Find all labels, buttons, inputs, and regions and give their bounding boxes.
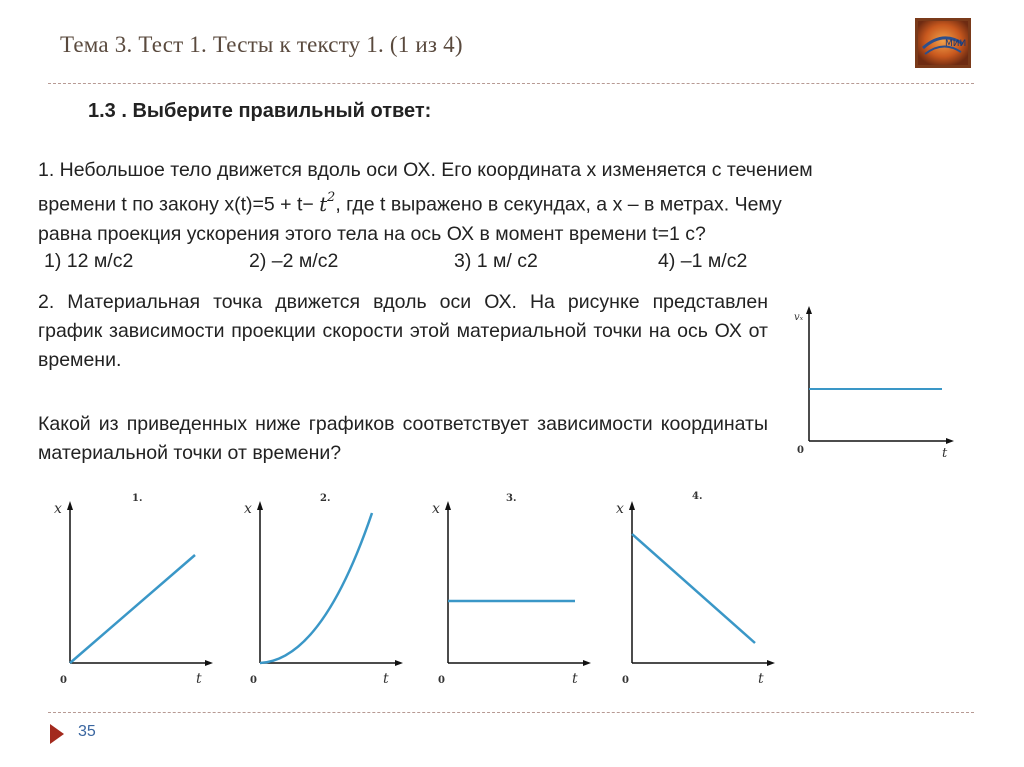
graph-3-number: 3. xyxy=(506,493,517,504)
option-3[interactable]: 3) 1 м/ с2 xyxy=(454,250,538,272)
graph-2-x-label: t xyxy=(383,671,389,687)
graph-1-number: 1. xyxy=(132,493,143,504)
velocity-x-label: t xyxy=(942,446,948,461)
question-1-line-2: времени t по закону $x(t)=5 + t- t^2$, где t выражено в секундах, а х – в метрах. Чему xyxy=(38,190,782,216)
graph-2-origin: 0 xyxy=(250,675,257,686)
slide-title: Тема 3. Тест 1. Тесты к тексту 1. (1 из 4) xyxy=(60,32,463,57)
question-2-prompt: Какой из приведенных ниже графиков соответствует зависимости координаты материальной точки от времени? xyxy=(38,413,768,464)
answer-graph-2[interactable] xyxy=(240,488,410,688)
triangle-right-icon[interactable] xyxy=(50,724,64,744)
graph-3-origin: 0 xyxy=(438,675,445,686)
graph-2-number: 2. xyxy=(320,493,331,504)
footer-divider xyxy=(48,712,974,713)
graph-1-curve xyxy=(70,555,195,663)
velocity-graph xyxy=(788,300,958,465)
question-1-line-3: равна проекция ускорения этого тела на ось ОХ в момент времени t=1 с? xyxy=(38,222,706,245)
graph-3-x-label: t xyxy=(572,671,578,687)
page-number: 35 xyxy=(78,723,96,740)
graph-1-origin: 0 xyxy=(60,675,67,686)
graph-4-y-label: x xyxy=(616,501,624,517)
velocity-y-label: vₓ xyxy=(794,312,804,323)
graph-2-y-label: x xyxy=(244,501,252,517)
logo-text: МИИ xyxy=(945,39,967,49)
answer-graph-1[interactable] xyxy=(50,488,220,688)
graph-4-origin: 0 xyxy=(622,675,629,686)
graph-1-y-label: x xyxy=(54,501,62,517)
question-1-line-1: 1. Небольшое тело движется вдоль оси ОХ. Его координата х изменяется с течением xyxy=(38,159,813,181)
velocity-origin-label: 0 xyxy=(797,445,804,456)
graph-2-curve xyxy=(260,513,372,663)
question-heading: 1.3 . Выберите правильный ответ: xyxy=(88,100,432,122)
question-2-text: 2. Материальная точка движется вдоль оси ОХ. На рисунке представлен график зависимости проекции скорости этой материальной точки на ось ОХ от времени. xyxy=(38,291,768,371)
answer-graph-4[interactable] xyxy=(612,488,782,688)
graph-3-y-label: x xyxy=(432,501,440,517)
graph-4-curve xyxy=(632,534,755,643)
graph-1-x-label: t xyxy=(196,671,202,687)
option-2[interactable]: 2) –2 м/с2 xyxy=(249,250,339,272)
option-1[interactable]: 1) 12 м/с2 xyxy=(44,250,134,272)
university-logo-icon xyxy=(915,18,971,68)
option-4[interactable]: 4) –1 м/с2 xyxy=(658,250,748,272)
graph-4-number: 4. xyxy=(692,491,703,502)
question-1-text xyxy=(38,156,976,249)
math-expression: $t^2$ xyxy=(319,190,336,216)
header-divider xyxy=(48,83,974,84)
graph-4-x-label: t xyxy=(758,671,764,687)
answer-graph-3[interactable] xyxy=(428,488,598,688)
